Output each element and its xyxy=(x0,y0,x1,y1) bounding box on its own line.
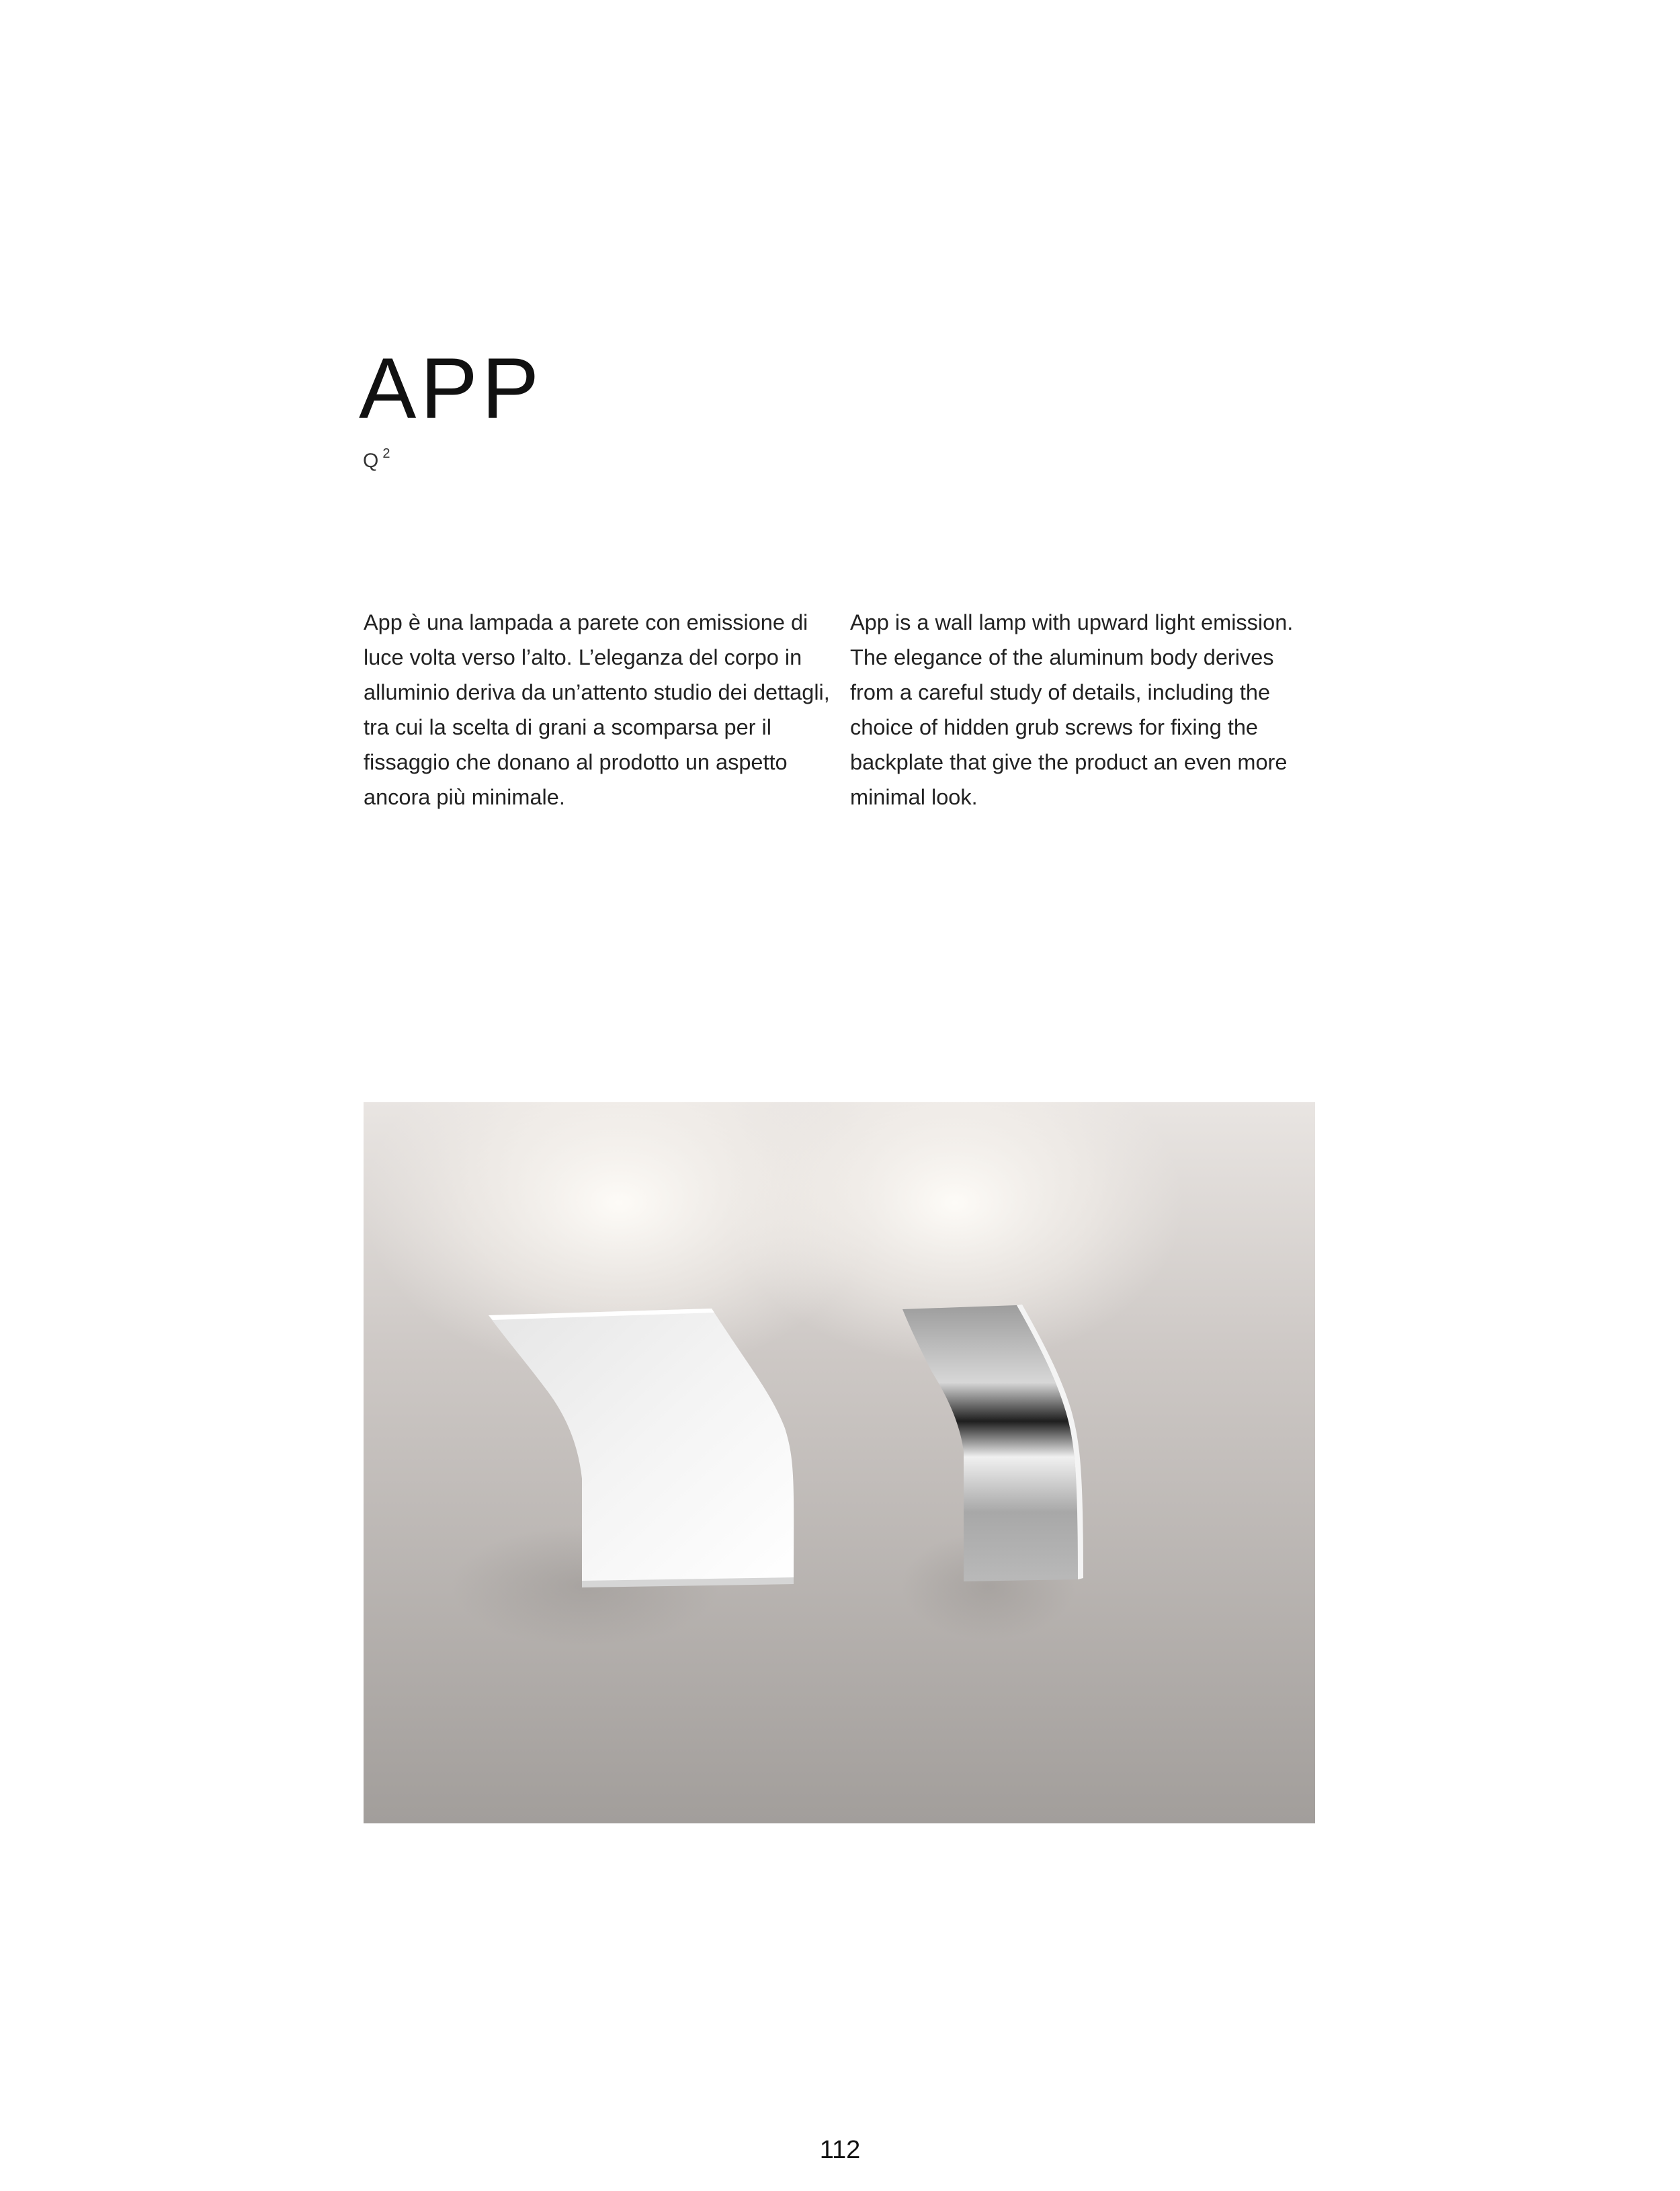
description-italian: App è una lampada a parete con emissione di luce volta verso l’alto. L’eleganza del corpo in alluminio deriva da un’attento studio dei dettagli, tra cui la scelta di grani a scomparsa per il fissaggio che donano al prodotto un aspetto ancora più minimale. xyxy=(364,610,830,809)
product-title: APP xyxy=(359,341,544,437)
description-english: App is a wall lamp with upward light emission. The elegance of the aluminum body derives from a careful study of details, including the choice of hidden grub screws for fixing the backplate that give the product an even more minimal look. xyxy=(850,610,1294,809)
brand-letter: Q xyxy=(363,450,380,472)
page-number: 112 xyxy=(819,2136,861,2164)
brand-mark xyxy=(363,447,391,471)
product-photo xyxy=(364,1102,1315,1823)
brand-superscript: 2 xyxy=(382,446,392,461)
